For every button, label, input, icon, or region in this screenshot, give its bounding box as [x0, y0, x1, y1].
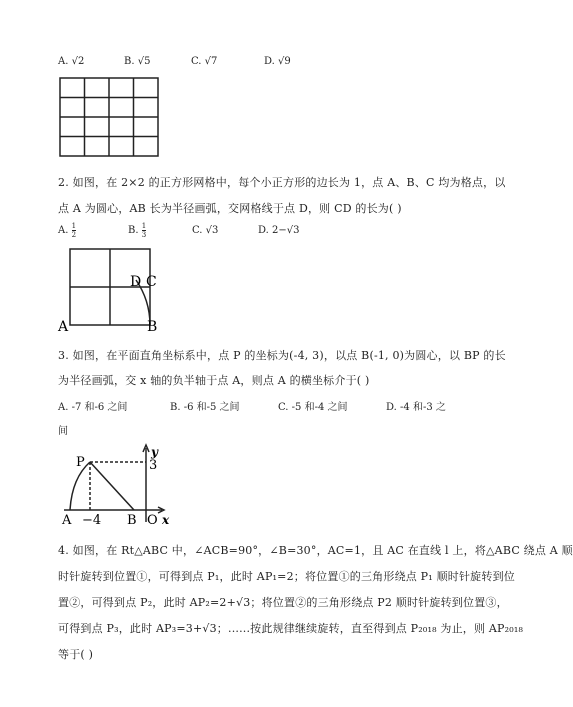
q3-line-3: 间	[58, 426, 68, 437]
q2-option-b-prefix: B.	[128, 225, 139, 236]
q4-line-4: 可得到点 P₃，此时 AP₃=3+√3；......按此规律继续旋转，直至得到点 P₂₀₁₈ 为止，则 AP₂₀₁₈	[58, 622, 524, 635]
q4-line-2: 时针旋转到位置①，可得到点 P₁，此时 AP₁=2；将位置①的三角形绕点 P₁ 顺时针旋转到位	[58, 570, 515, 583]
q3-label-p: P	[76, 455, 85, 470]
q2-figure	[58, 245, 168, 335]
q2-option-d: D. 2−√3	[258, 225, 300, 236]
q1-grid-figure	[58, 76, 162, 158]
q2-option-c: C. √3	[192, 225, 219, 236]
q2-option-b-denominator: 3	[141, 231, 147, 239]
q2-label-c: C	[146, 274, 157, 290]
q3-option-c: C. -5 和-4 之间	[278, 402, 348, 413]
q2-label-b: B	[147, 319, 158, 335]
q3-label-three: 3	[149, 458, 158, 473]
q3-option-b: B. -6 和-5 之间	[170, 402, 240, 413]
q4-line-3: 置②，可得到点 P₂，此时 AP₂=2+√3；将位置②的三角形绕点 P2 顺时针旋转到位置③，	[58, 596, 508, 609]
q3-option-d: D. -4 和-3 之	[386, 402, 446, 413]
q2-option-a-numerator: 1	[71, 222, 77, 230]
q2-line-2: 点 A 为圆心，AB 长为半径画弧，交网格线于点 D，则 CD 的长为( )	[58, 202, 402, 215]
q3-label-minus4: −4	[82, 513, 102, 528]
q3-option-a: A. -7 和-6 之间	[58, 402, 128, 413]
q3-label-b: B	[127, 513, 137, 528]
q2-line-1: 2. 如图，在 2×2 的正方形网格中，每个小正方形的边长为 1，点 A、B、C 均为格点，以	[58, 176, 506, 189]
q2-option-b	[128, 222, 146, 239]
q1-option-d: D. √9	[264, 56, 291, 67]
q3-label-x: x	[162, 513, 170, 527]
q4-line-5: 等于( )	[58, 648, 94, 661]
q2-option-a-denominator: 2	[71, 231, 77, 239]
q2-option-a-prefix: A.	[58, 225, 69, 236]
q3-figure	[58, 442, 174, 528]
q2-option-b-numerator: 1	[141, 222, 147, 230]
q1-option-c: C. √7	[191, 56, 218, 67]
q1-option-b: B. √5	[124, 56, 151, 67]
q2-label-d: D	[130, 274, 142, 290]
q3-label-o: O	[147, 513, 158, 528]
q2-option-a	[58, 222, 76, 239]
q3-label-y: y	[151, 445, 158, 459]
q2-label-a: A	[58, 319, 69, 335]
q3-line-2: 为半径画弧，交 x 轴的负半轴于点 A，则点 A 的横坐标介于( )	[58, 374, 370, 387]
q4-line-1: 4. 如图，在 Rt△ABC 中，∠ACB=90°，∠B=30°，AC=1，且 AC 在直线 l 上，将△ABC 绕点 A 顺	[58, 544, 573, 557]
q3-line-1: 3. 如图，在平面直角坐标系中，点 P 的坐标为(-4, 3)，以点 B(-1, 0)为圆心，以 BP 的长	[58, 349, 506, 362]
q3-label-a: A	[62, 513, 72, 528]
q1-option-a: A. √2	[58, 56, 85, 67]
